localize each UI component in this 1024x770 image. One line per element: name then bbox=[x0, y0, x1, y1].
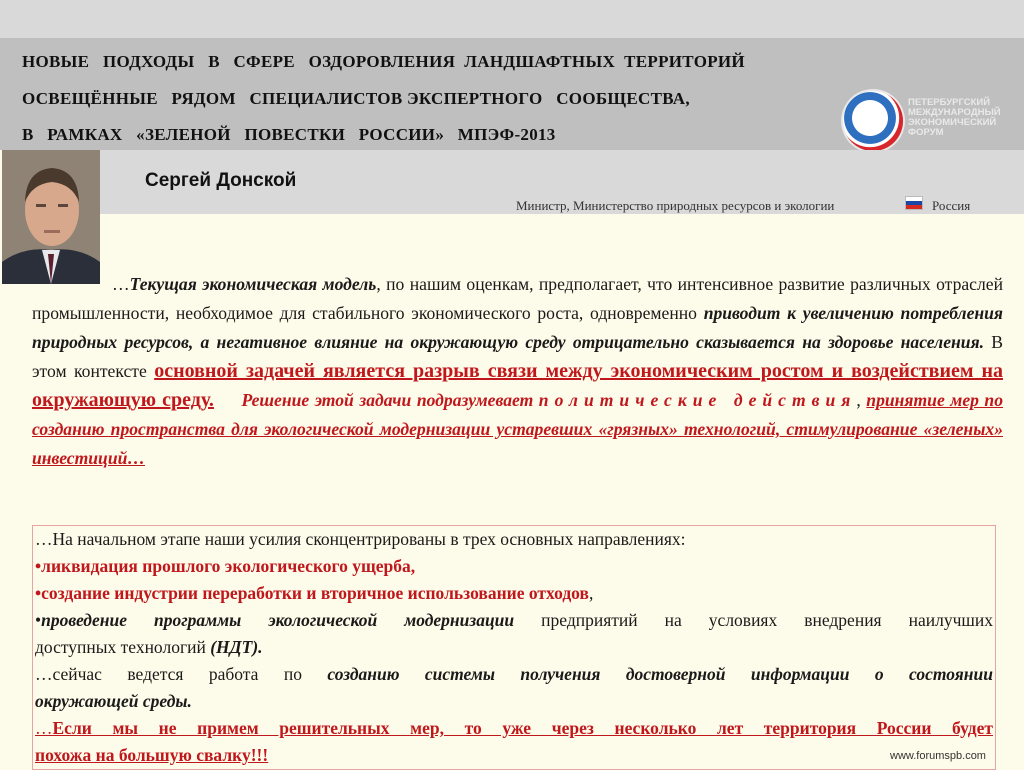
direction-item-3-text: предприятий на условиях внедрения наилучших bbox=[514, 610, 993, 630]
quote-paragraph bbox=[32, 270, 1003, 473]
quote-text-1: , по нашим оценкам, предполагает, что интенсивное развитие различных отраслей промышленности, необходимое для стабильного экономического роста, одновременно bbox=[32, 274, 1003, 323]
direction-item-1: •ликвидация прошлого экологического ущерба, bbox=[35, 556, 416, 576]
top-bar bbox=[0, 0, 1024, 38]
footer-url: www.forumspb.com bbox=[890, 750, 986, 762]
direction-item-3-cont bbox=[35, 634, 993, 661]
warning-line bbox=[35, 715, 993, 742]
quote-comma: , bbox=[856, 390, 867, 410]
monitoring-line-cont bbox=[35, 688, 993, 715]
forum-logo-icon bbox=[843, 91, 903, 151]
monitoring-text: …сейчас ведется работа по bbox=[35, 664, 328, 684]
directions-box bbox=[32, 525, 996, 770]
quote-political-actions: политические действия bbox=[538, 390, 857, 410]
direction-item-3-title: проведение программы экологической модернизации bbox=[41, 610, 515, 630]
warning-ellipsis: … bbox=[35, 718, 53, 738]
ndt-label: (НДТ). bbox=[210, 637, 263, 657]
header-line-1: НОВЫЕ ПОДХОДЫ В СФЕРЕ ОЗДОРОВЛЕНИЯ ЛАНДШАФТНЫХ ТЕРРИТОРИЙ bbox=[22, 52, 745, 71]
quote-ellipsis: … bbox=[112, 274, 130, 294]
monitoring-emphasis-cont: окружающей среды. bbox=[35, 691, 192, 711]
speaker-photo bbox=[2, 150, 100, 284]
forum-logo-text: ПЕТЕРБУРГСКИЙ МЕЖДУНАРОДНЫЙ ЭКОНОМИЧЕСКИЙ ФОРУМ bbox=[908, 97, 1001, 138]
quote-consumption-claim: приводит к увеличению потребления природных ресурсов, а негативное влияние на окружающую среду отрицательно сказывается на здоровье населения. bbox=[32, 303, 1003, 352]
directions-intro: …На начальном этапе наши усилия сконцентрированы в трех основных направлениях: bbox=[35, 529, 686, 549]
speaker-country: Россия bbox=[932, 198, 971, 213]
direction-item-2-comma: , bbox=[588, 583, 594, 603]
warning-line-cont: похожа на большую свалку!!! bbox=[35, 745, 269, 765]
direction-item-3 bbox=[35, 607, 993, 634]
header-line-2: ОСВЕЩЁННЫЕ РЯДОМ СПЕЦИАЛИСТОВ ЭКСПЕРТНОГО СООБЩЕСТВА, bbox=[22, 89, 690, 108]
bullet: • bbox=[35, 610, 42, 630]
speaker-name: Сергей Донской bbox=[145, 170, 297, 191]
monitoring-line bbox=[35, 661, 993, 688]
header-line-3: В РАМКАХ «ЗЕЛЕНОЙ ПОВЕСТКИ РОССИИ» МПЭФ-2013 bbox=[22, 125, 556, 144]
monitoring-emphasis: созданию системы получения достоверной информации о состоянии bbox=[327, 664, 993, 684]
quote-solution: Решение этой задачи подразумевает bbox=[241, 390, 539, 410]
direction-item-3-cont-text: доступных технологий bbox=[35, 637, 211, 657]
quote-main-task: основной задачей является разрыв связи между экономическим ростом и воздействием на окружающую среду. bbox=[32, 360, 1003, 411]
quote-measures: принятие мер по созданию пространства для экологической модернизации устаревших «грязных» технологий, стимулирование «зеленых» инвестиций… bbox=[32, 390, 1004, 468]
quote-current-model: Текущая экономическая модель bbox=[129, 274, 377, 294]
warning-text: Если мы не примем решительных мер, то уже через несколько лет территория России будет bbox=[52, 718, 993, 738]
quote-text-2: В этом контексте bbox=[32, 332, 1003, 381]
russia-flag-icon bbox=[905, 196, 923, 210]
speaker-position: Министр, Министерство природных ресурсов и экологии bbox=[516, 198, 835, 213]
direction-item-2 bbox=[35, 580, 993, 607]
direction-item-2-text: •создание индустрии переработки и вторичное использование отходов bbox=[35, 583, 589, 603]
